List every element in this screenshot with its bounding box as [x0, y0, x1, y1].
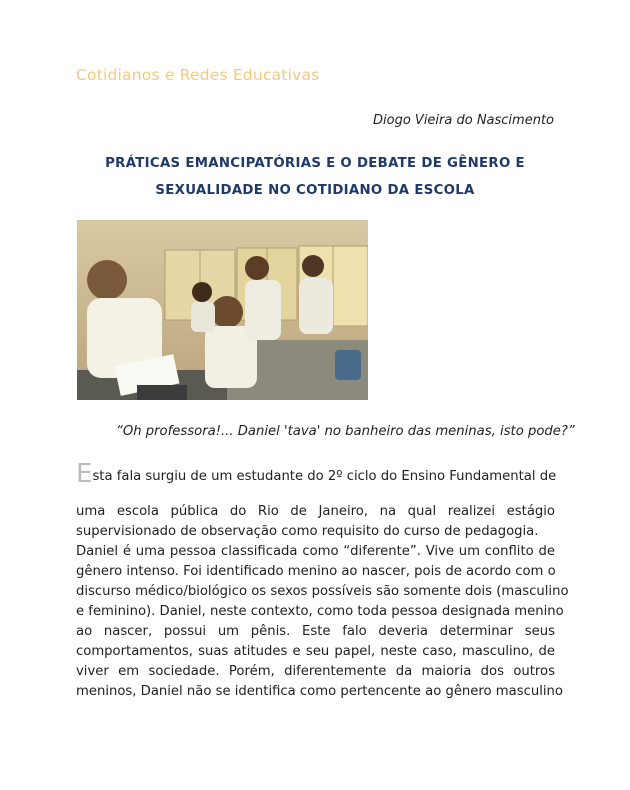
drop-cap: E	[76, 459, 93, 489]
body-line: uma escola pública do Rio de Janeiro, na qual realizei estágio	[76, 504, 555, 519]
author-name: Diogo Vieira do Nascimento	[373, 113, 554, 128]
body-line: e feminino). Daniel, neste contexto, como toda pessoa designada menino	[76, 604, 564, 619]
body-line: supervisionado de observação como requisito do curso de pedagogia.	[76, 524, 539, 539]
opening-quote: “Oh professora!... Daniel 'tava' no banheiro das meninas, isto pode?”	[116, 424, 575, 439]
body-line: discurso médico/biológico os sexos possíveis são somente dois (masculino	[76, 584, 569, 599]
classroom-photo	[77, 220, 368, 400]
body-line: comportamentos, suas atitudes e seu papel, neste caso, masculino, de	[76, 644, 555, 659]
classroom-photo-illustration	[77, 220, 368, 400]
journal-title: Cotidianos e Redes Educativas	[76, 66, 320, 84]
body-line: meninos, Daniel não se identifica como pertencente ao gênero masculino	[76, 684, 563, 699]
body-line-1	[76, 459, 557, 489]
body-line: gênero intenso. Foi identificado menino ao nascer, pois de acordo com o	[76, 564, 556, 579]
article-title	[60, 150, 570, 204]
body-line: viver em sociedade. Porém, diferentemente da maioria dos outros	[76, 664, 555, 679]
body-line: Daniel é uma pessoa classificada como “diferente”. Vive um conflito de	[76, 544, 555, 559]
article-title-line-1: PRÁTICAS EMANCIPATÓRIAS E O DEBATE DE GÊNERO E	[105, 156, 525, 171]
article-title-line-2: SEXUALIDADE NO COTIDIANO DA ESCOLA	[155, 183, 475, 198]
body-line: ao nascer, possui um pênis. Este falo deveria determinar seus	[76, 624, 555, 639]
body-line-1-text: sta fala surgiu de um estudante do 2º ciclo do Ensino Fundamental de	[92, 469, 557, 484]
